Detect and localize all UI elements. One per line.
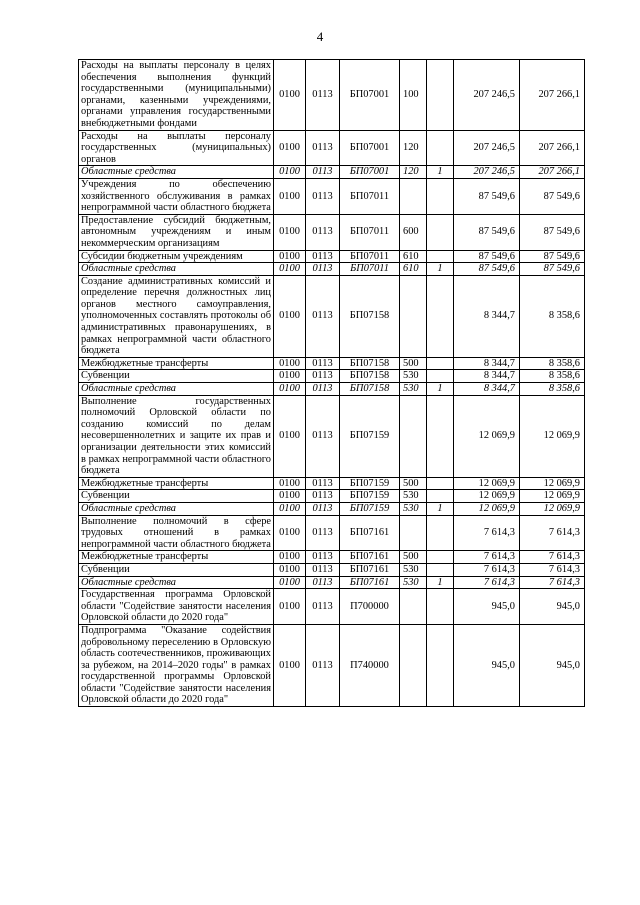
funding-source-cell xyxy=(427,60,454,131)
table-row xyxy=(79,60,585,131)
subsection-code-cell: 0113 xyxy=(306,490,340,503)
section-code-cell: 0100 xyxy=(274,490,306,503)
funding-source-cell xyxy=(427,214,454,250)
table-row xyxy=(79,263,585,276)
row-name-cell: Областные средства xyxy=(79,576,274,589)
target-article-cell: БП07001 xyxy=(340,166,400,179)
table-row xyxy=(79,477,585,490)
section-code-cell: 0100 xyxy=(274,166,306,179)
amount-year1-cell: 12 069,9 xyxy=(454,502,520,515)
funding-source-cell xyxy=(427,130,454,166)
table-row xyxy=(79,502,585,515)
funding-source-cell xyxy=(427,275,454,357)
target-article-cell: БП07161 xyxy=(340,551,400,564)
section-code-cell: 0100 xyxy=(274,383,306,396)
expense-type-cell: 530 xyxy=(400,490,427,503)
expense-type-cell: 120 xyxy=(400,166,427,179)
amount-year1-cell: 8 344,7 xyxy=(454,370,520,383)
amount-year1-cell: 87 549,6 xyxy=(454,178,520,214)
expense-type-cell: 530 xyxy=(400,576,427,589)
funding-source-cell xyxy=(427,589,454,625)
amount-year1-cell: 87 549,6 xyxy=(454,250,520,263)
table-row xyxy=(79,214,585,250)
subsection-code-cell: 0113 xyxy=(306,551,340,564)
section-code-cell: 0100 xyxy=(274,502,306,515)
target-article-cell: БП07158 xyxy=(340,357,400,370)
target-article-cell: БП07159 xyxy=(340,502,400,515)
expense-type-cell xyxy=(400,178,427,214)
subsection-code-cell: 0113 xyxy=(306,477,340,490)
subsection-code-cell: 0113 xyxy=(306,214,340,250)
funding-source-cell: 1 xyxy=(427,166,454,179)
section-code-cell: 0100 xyxy=(274,477,306,490)
section-code-cell: 0100 xyxy=(274,250,306,263)
funding-source-cell xyxy=(427,250,454,263)
table-row xyxy=(79,275,585,357)
section-code-cell: 0100 xyxy=(274,60,306,131)
subsection-code-cell: 0113 xyxy=(306,576,340,589)
amount-year2-cell: 207 266,1 xyxy=(520,166,585,179)
expense-type-cell: 500 xyxy=(400,551,427,564)
section-code-cell: 0100 xyxy=(274,263,306,276)
amount-year1-cell: 12 069,9 xyxy=(454,477,520,490)
amount-year1-cell: 8 344,7 xyxy=(454,275,520,357)
table-row xyxy=(79,551,585,564)
target-article-cell: БП07159 xyxy=(340,395,400,477)
row-name-cell: Областные средства xyxy=(79,502,274,515)
amount-year2-cell: 8 358,6 xyxy=(520,370,585,383)
row-name-cell: Государственная программа Орловской области "Содействие занятости населения Орловской области до 2020 года" xyxy=(79,589,274,625)
expense-type-cell: 530 xyxy=(400,370,427,383)
funding-source-cell: 1 xyxy=(427,383,454,396)
amount-year2-cell: 945,0 xyxy=(520,624,585,706)
amount-year2-cell: 8 358,6 xyxy=(520,383,585,396)
subsection-code-cell: 0113 xyxy=(306,166,340,179)
target-article-cell: БП07161 xyxy=(340,576,400,589)
expense-type-cell xyxy=(400,395,427,477)
subsection-code-cell: 0113 xyxy=(306,130,340,166)
section-code-cell: 0100 xyxy=(274,515,306,551)
target-article-cell: П700000 xyxy=(340,589,400,625)
row-name-cell: Расходы на выплаты персоналу государственных (муниципальных) органов xyxy=(79,130,274,166)
amount-year2-cell: 8 358,6 xyxy=(520,357,585,370)
target-article-cell: БП07011 xyxy=(340,263,400,276)
expense-type-cell: 100 xyxy=(400,60,427,131)
expense-type-cell: 500 xyxy=(400,357,427,370)
table-row xyxy=(79,357,585,370)
subsection-code-cell: 0113 xyxy=(306,250,340,263)
expense-type-cell: 610 xyxy=(400,263,427,276)
amount-year2-cell: 12 069,9 xyxy=(520,395,585,477)
amount-year1-cell: 12 069,9 xyxy=(454,395,520,477)
amount-year2-cell: 87 549,6 xyxy=(520,178,585,214)
section-code-cell: 0100 xyxy=(274,130,306,166)
expense-type-cell: 610 xyxy=(400,250,427,263)
expense-type-cell: 530 xyxy=(400,502,427,515)
target-article-cell: БП07161 xyxy=(340,563,400,576)
row-name-cell: Подпрограмма "Оказание содействия добровольному переселению в Орловскую область соотечественников, проживающих за рубежом, на 2014–2020 годы" в рамках государственной программы Орловской области "Содействие занятости населения Орловской области до 2020 года" xyxy=(79,624,274,706)
funding-source-cell xyxy=(427,370,454,383)
row-name-cell: Межбюджетные трансферты xyxy=(79,551,274,564)
subsection-code-cell: 0113 xyxy=(306,178,340,214)
amount-year2-cell: 207 266,1 xyxy=(520,130,585,166)
subsection-code-cell: 0113 xyxy=(306,515,340,551)
amount-year1-cell: 87 549,6 xyxy=(454,263,520,276)
row-name-cell: Субвенции xyxy=(79,563,274,576)
subsection-code-cell: 0113 xyxy=(306,589,340,625)
row-name-cell: Создание административных комиссий и определение перечня должностных лиц органов местного самоуправления, уполномоченных составлять протоколы об административных правонарушениях, в рамках непрограммной части областного бюджета xyxy=(79,275,274,357)
table-row xyxy=(79,250,585,263)
section-code-cell: 0100 xyxy=(274,395,306,477)
row-name-cell: Межбюджетные трансферты xyxy=(79,477,274,490)
amount-year2-cell: 7 614,3 xyxy=(520,515,585,551)
section-code-cell: 0100 xyxy=(274,551,306,564)
target-article-cell: БП07011 xyxy=(340,178,400,214)
subsection-code-cell: 0113 xyxy=(306,357,340,370)
subsection-code-cell: 0113 xyxy=(306,502,340,515)
amount-year1-cell: 7 614,3 xyxy=(454,563,520,576)
table-row xyxy=(79,395,585,477)
amount-year2-cell: 87 549,6 xyxy=(520,250,585,263)
expense-type-cell: 600 xyxy=(400,214,427,250)
target-article-cell: П740000 xyxy=(340,624,400,706)
section-code-cell: 0100 xyxy=(274,576,306,589)
row-name-cell: Субвенции xyxy=(79,370,274,383)
funding-source-cell xyxy=(427,395,454,477)
target-article-cell: БП07011 xyxy=(340,214,400,250)
subsection-code-cell: 0113 xyxy=(306,563,340,576)
amount-year2-cell: 7 614,3 xyxy=(520,576,585,589)
table-row xyxy=(79,370,585,383)
page-number: 4 xyxy=(316,29,324,44)
funding-source-cell xyxy=(427,477,454,490)
subsection-code-cell: 0113 xyxy=(306,624,340,706)
row-name-cell: Областные средства xyxy=(79,166,274,179)
table-row xyxy=(79,178,585,214)
row-name-cell: Выполнение полномочий в сфере трудовых отношений в рамках непрограммной части областного бюджета xyxy=(79,515,274,551)
amount-year1-cell: 7 614,3 xyxy=(454,551,520,564)
amount-year1-cell: 207 246,5 xyxy=(454,60,520,131)
row-name-cell: Предоставление субсидий бюджетным, автономным учреждениям и иным некоммерческим организациям xyxy=(79,214,274,250)
target-article-cell: БП07158 xyxy=(340,275,400,357)
funding-source-cell: 1 xyxy=(427,502,454,515)
table-body xyxy=(79,60,585,707)
table-row xyxy=(79,624,585,706)
table-row xyxy=(79,589,585,625)
amount-year1-cell: 7 614,3 xyxy=(454,515,520,551)
amount-year2-cell: 945,0 xyxy=(520,589,585,625)
section-code-cell: 0100 xyxy=(274,214,306,250)
section-code-cell: 0100 xyxy=(274,563,306,576)
amount-year1-cell: 8 344,7 xyxy=(454,357,520,370)
section-code-cell: 0100 xyxy=(274,357,306,370)
amount-year2-cell: 7 614,3 xyxy=(520,551,585,564)
amount-year2-cell: 87 549,6 xyxy=(520,214,585,250)
subsection-code-cell: 0113 xyxy=(306,263,340,276)
table-row xyxy=(79,563,585,576)
target-article-cell: БП07011 xyxy=(340,250,400,263)
section-code-cell: 0100 xyxy=(274,370,306,383)
funding-source-cell xyxy=(427,357,454,370)
amount-year2-cell: 12 069,9 xyxy=(520,490,585,503)
table-row xyxy=(79,383,585,396)
expense-type-cell xyxy=(400,275,427,357)
funding-source-cell: 1 xyxy=(427,263,454,276)
amount-year2-cell: 12 069,9 xyxy=(520,502,585,515)
expense-type-cell: 500 xyxy=(400,477,427,490)
row-name-cell: Областные средства xyxy=(79,263,274,276)
funding-source-cell xyxy=(427,563,454,576)
section-code-cell: 0100 xyxy=(274,589,306,625)
table-row xyxy=(79,490,585,503)
target-article-cell: БП07159 xyxy=(340,490,400,503)
row-name-cell: Областные средства xyxy=(79,383,274,396)
amount-year1-cell: 945,0 xyxy=(454,589,520,625)
subsection-code-cell: 0113 xyxy=(306,60,340,131)
row-name-cell: Расходы на выплаты персоналу в целях обеспечения выполнения функций государственными (муниципальными) органами, казенными учреждениями, органами управления государственными внебюджетными фондами xyxy=(79,60,274,131)
expense-type-cell: 120 xyxy=(400,130,427,166)
amount-year2-cell: 87 549,6 xyxy=(520,263,585,276)
row-name-cell: Субвенции xyxy=(79,490,274,503)
amount-year1-cell: 207 246,5 xyxy=(454,130,520,166)
table-row xyxy=(79,166,585,179)
funding-source-cell xyxy=(427,178,454,214)
target-article-cell: БП07001 xyxy=(340,130,400,166)
table-row xyxy=(79,130,585,166)
section-code-cell: 0100 xyxy=(274,275,306,357)
amount-year2-cell: 8 358,6 xyxy=(520,275,585,357)
amount-year1-cell: 12 069,9 xyxy=(454,490,520,503)
section-code-cell: 0100 xyxy=(274,178,306,214)
subsection-code-cell: 0113 xyxy=(306,395,340,477)
target-article-cell: БП07161 xyxy=(340,515,400,551)
table-row xyxy=(79,515,585,551)
budget-table xyxy=(78,59,585,707)
funding-source-cell xyxy=(427,515,454,551)
amount-year1-cell: 8 344,7 xyxy=(454,383,520,396)
amount-year2-cell: 12 069,9 xyxy=(520,477,585,490)
expense-type-cell: 530 xyxy=(400,563,427,576)
row-name-cell: Учреждения по обеспечению хозяйственного обслуживания в рамках непрограммной части областного бюджета xyxy=(79,178,274,214)
expense-type-cell xyxy=(400,624,427,706)
amount-year1-cell: 87 549,6 xyxy=(454,214,520,250)
expense-type-cell xyxy=(400,515,427,551)
target-article-cell: БП07158 xyxy=(340,383,400,396)
expense-type-cell xyxy=(400,589,427,625)
amount-year2-cell: 7 614,3 xyxy=(520,563,585,576)
funding-source-cell xyxy=(427,624,454,706)
target-article-cell: БП07158 xyxy=(340,370,400,383)
target-article-cell: БП07001 xyxy=(340,60,400,131)
row-name-cell: Субсидии бюджетным учреждениям xyxy=(79,250,274,263)
target-article-cell: БП07159 xyxy=(340,477,400,490)
amount-year2-cell: 207 266,1 xyxy=(520,60,585,131)
row-name-cell: Межбюджетные трансферты xyxy=(79,357,274,370)
funding-source-cell: 1 xyxy=(427,576,454,589)
section-code-cell: 0100 xyxy=(274,624,306,706)
subsection-code-cell: 0113 xyxy=(306,370,340,383)
amount-year1-cell: 207 246,5 xyxy=(454,166,520,179)
funding-source-cell xyxy=(427,490,454,503)
table-row xyxy=(79,576,585,589)
expense-type-cell: 530 xyxy=(400,383,427,396)
funding-source-cell xyxy=(427,551,454,564)
row-name-cell: Выполнение государственных полномочий Орловской области по созданию комиссий по делам несовершеннолетних и защите их прав и организации деятельности этих комиссий в рамках непрограммной части областного бюджета xyxy=(79,395,274,477)
subsection-code-cell: 0113 xyxy=(306,275,340,357)
amount-year1-cell: 7 614,3 xyxy=(454,576,520,589)
amount-year1-cell: 945,0 xyxy=(454,624,520,706)
subsection-code-cell: 0113 xyxy=(306,383,340,396)
